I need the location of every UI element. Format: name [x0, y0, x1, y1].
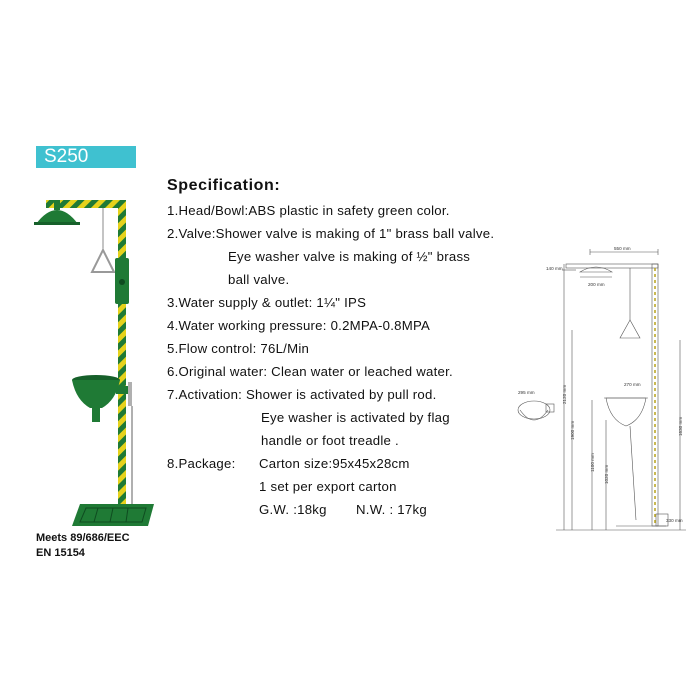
dim-label: 1630 mm	[678, 416, 683, 436]
dimension-drawing	[506, 240, 692, 550]
spec-line: 4.Water working pressure: 0.2MPA-0.8MPA	[167, 318, 431, 333]
spec-line: handle or foot treadle .	[261, 433, 399, 448]
compliance-line: EN 15154	[36, 547, 85, 559]
spec-line: 2.Valve:Shower valve is making of 1" brass ball valve.	[167, 226, 495, 241]
spec-line: 5.Flow control: 76L/Min	[167, 341, 310, 356]
dim-label: 295 mm	[518, 390, 535, 395]
spec-line: ball valve.	[228, 272, 290, 287]
spec-line: 1.Head/Bowl:ABS plastic in safety green color.	[167, 203, 450, 218]
compliance-note	[36, 531, 130, 561]
spec-title: Specification:	[167, 177, 281, 194]
spec-line: Eye washer is activated by flag	[261, 410, 450, 425]
dim-label: 330 mm	[666, 518, 683, 523]
dim-label: 1020 mm	[604, 464, 609, 484]
dim-label: 2120 mm	[562, 384, 567, 404]
eyewash-shower-image	[28, 186, 158, 526]
spec-line: 1 set per export carton	[259, 479, 397, 494]
compliance-line: Meets 89/686/EEC	[36, 532, 130, 544]
dim-label: 200 mm	[588, 282, 605, 287]
spec-line: 7.Activation: Shower is activated by pull rod.	[167, 387, 437, 402]
dim-label: 1100 mm	[590, 453, 595, 472]
spec-line: 3.Water supply & outlet: 1¼" IPS	[167, 295, 367, 310]
dim-label: 140 mm	[546, 266, 563, 271]
dim-label: 1900 mm	[570, 420, 575, 440]
spec-line: Eye washer valve is making of ½" brass	[228, 249, 471, 264]
spec-line: G.W. :18kg	[259, 502, 327, 517]
dim-label: 270 mm	[624, 382, 641, 387]
model-tag: S250	[36, 146, 136, 168]
spec-line: N.W. : 17kg	[356, 502, 427, 517]
dim-label: 550 mm	[614, 246, 631, 251]
spec-line: 8.Package:	[167, 456, 236, 471]
spec-line: 6.Original water: Clean water or leached water.	[167, 364, 453, 379]
spec-line: Carton size:95x45x28cm	[259, 456, 410, 471]
